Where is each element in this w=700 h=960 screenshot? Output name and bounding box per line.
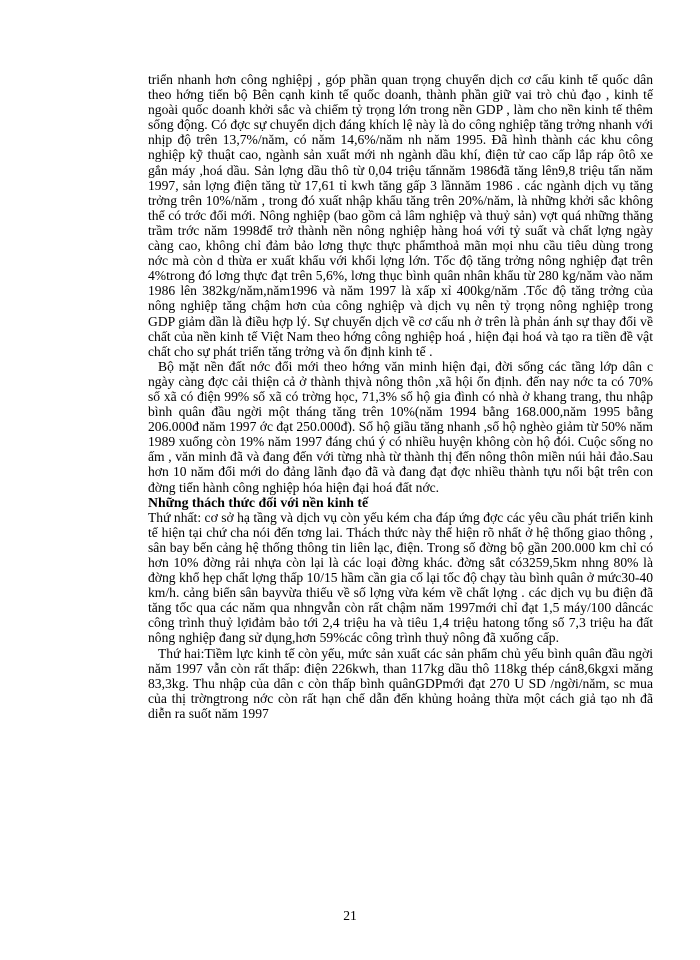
paragraph-living-standards: Bộ mặt nền đất nớc đổi mới theo hớng văn minh hiện đại, đời sống các tầng lớp dân c ngày càng đợc cải thiện cả ở thành thịvà nông thôn ,xã hội ổn định. đến nay nớc ta có 70% số xã có điện 99% số xã có trờng học, 71,3% số hộ gia đình có nhà ở khang trang, thu nhập bình quân đầu ngời một tháng tăng trên 10%(năm 1994 bằng 168.000,năm 1995 bằng 206.000đ năm 1997 ớc đạt 250.000đ). Số hộ giầu tăng nhanh ,số hộ nghèo giảm từ 50% năm 1989 xuống còn 19% năm 1997 đáng chú ý có nhiều huyện không còn hộ đói. Cuộc sống no ấm , văn minh đã và đang đến với từng nhà từ thành thị đến nông thôn miền núi hải đảo.Sau hơn 10 năm đổi mới do đảng lãnh đạo đã và đang đạt đợc nhiều thành tựu nổi bật trên con đờng tiến hành công nghiệp hóa hiện đại hoá đất nớc.	[148, 358, 653, 495]
page-number: 21	[343, 908, 357, 923]
paragraph-first-challenge: Thứ nhất: cơ sở hạ tầng và dịch vụ còn yếu kém cha đáp ứng đợc các yêu cầu phát triển kinh tế hiện tại chứ cha nói đến tơng lai. Thách thức này thể hiện rõ nhất ở hệ thống giao thông , sân bay bến cảng hệ thống thông tin liên lạc, điện. Trong số đờng bộ gần 200.000 km chỉ có hơn 10% đờng rải nhựa còn lại là các loại đờng khác. đờng sắt có3259,5km nhng 80% là đờng khổ hẹp chất lợng thấp 10/15 hầm cần gia cố lại tốc độ chạy tàu bình quân ở mức30-40 km/h. cảng biển sân bayvừa thiếu về số lợng vừa kém về chất lợng . các dịch vụ bu điện đã tăng tốc qua các năm qua nhngvẫn còn rất chậm năm 1997mới chỉ đạt 1,5 máy/100 dâncác công trình thuỷ lợiđảm bảo tới 2,4 triệu ha và tiêu 1,4 triệu hatong tổng số 7,3 triệu ha đất nông nghiệp đang sử dụng,hơn 59%các công trình thuỷ nông đã xuống cấp.	[148, 509, 653, 646]
section-heading: Những thách thức đối với nền kinh tế	[148, 494, 369, 510]
document-body	[148, 72, 653, 721]
paragraph-industrial-shift: triển nhanh hơn công nghiệpj , góp phần quan trọng chuyển dịch cơ cấu kinh tế quốc dân theo hớng tiến bộ Bên cạnh kinh tế quốc doanh, thành phần giữ vai trò chủ đạo , kinh tế ngoài quốc doanh khởi sắc và chiếm tỷ trọng lớn trong nền GDP , làm cho nền kinh tế thêm sống động. Có đợc sự chuyển dịch đáng khích lệ này là do công nghiệp tăng trởng nhanh với nhịp độ trên 13,7%/năm, có năm 14,6%/năm nh năm 1995. Đã hình thành các khu công nghiệp kỹ thuật cao, ngành sản xuất mới nh ngành dầu khí, điện tử cao cấp lắp ráp ôtô xe gắn máy ,hoá dầu. Sản lợng dầu thô từ 0,04 triệu tấnnăm 1986đã tăng lên9,8 triệu tấn năm 1997, sản lợng điện tăng từ 17,61 tỉ kwh tăng gấp 3 lầnnăm 1986 . các ngành dịch vụ tăng trởng trên 10%/năm , trong đó xuất nhập khẩu tăng trên 20%/năm, là những khởi sắc không thể có trớc đổi mới. Nông nghiệp (bao gồm cả lâm nghiệp và thuỷ sản) vợt quá những thăng trầm trớc năm 1998để trở thành nền nông nghiệp hàng hoá với tỷ suất và chất lợng ngày càng cao, không chỉ đảm bảo lơng thực thực phẩmthoả mãn mọi nhu cầu tiêu dùng trong nớc mà còn d thừa er xuất khẩu với khối lợng lớn. Tốc độ tăng trởng nông nghiệp đạt trên 4%trong đó lơng thực đạt trên 5,6%, lơng thục bình quân nhân khẩu từ 280 kg/năm vào năm 1986 lên 382kg/năm,năm1996 và năm 1997 là xấp xỉ 400kg/năm .Tốc độ tăng trởng của nông nghiệp tăng chậm hơn của công nghiệp và dịch vụ nên tỷ trọng nông nghiệp trong GDP giảm dần là điều hợp lý. Sự chuyển dịch về cơ cấu nh ở trên là phản ánh sự thay đổi về chất của nền kinh tế Việt Nam theo hớng công nghiệp hoá , hiện đại hoá và tạo ra tiền đề vật chất cho sự phát triển tăng trởng và ổn định kinh tế .	[148, 72, 653, 359]
paragraph-second-challenge: Thứ hai:Tiềm lực kinh tế còn yếu, mức sản xuất các sản phẩm chủ yếu bình quân đầu ngời năm 1997 vẫn còn rất thấp: điện 226kwh, than 117kg dầu thô 118kg thép cán8,6kgxi măng 83,3kg. Thu nhập của dân c còn thấp bình quânGDPmới đạt 270 U SD /ngời/năm, sc mua của thị trờngtrong nớc còn rất hạn chế dẫn đến khủng hoảng thừa một cách giả tạo nh đã diễn ra suốt năm 1997	[148, 645, 653, 721]
